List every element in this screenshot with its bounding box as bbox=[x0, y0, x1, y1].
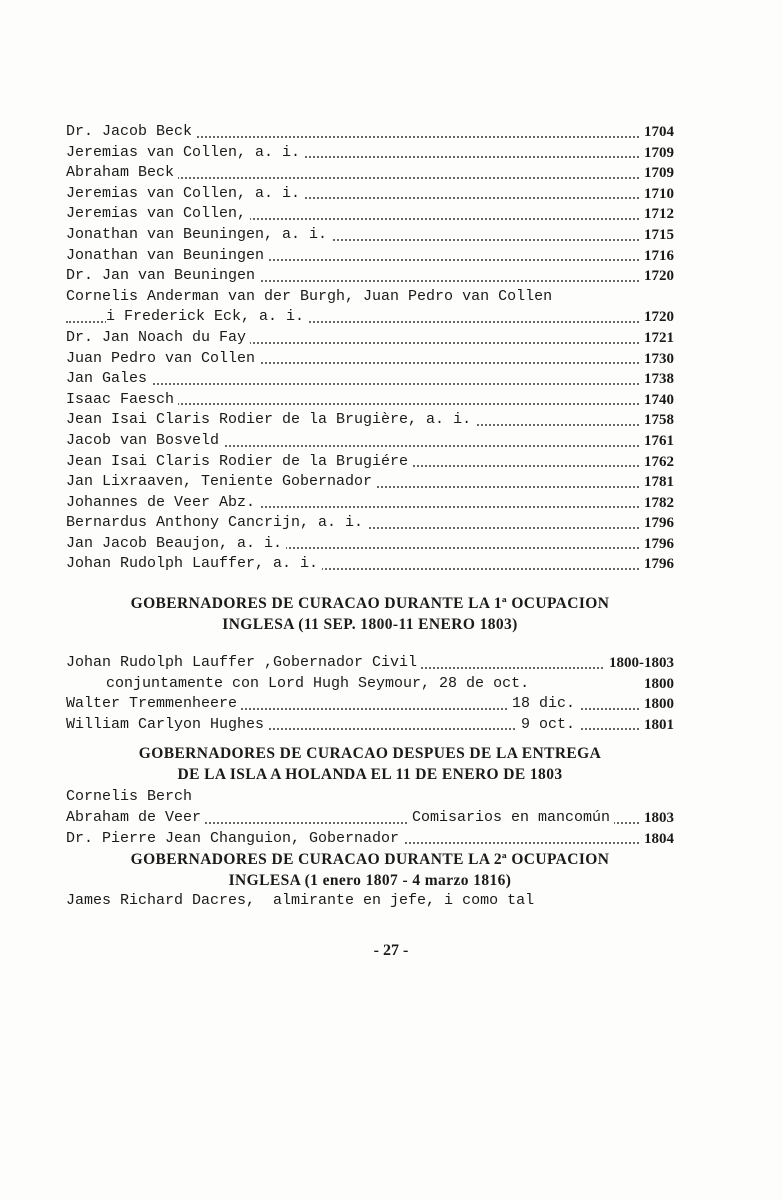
section-heading-second-occupation bbox=[66, 849, 674, 891]
list-item: Jean Isai Claris Rodier de la Brugiére 1762 bbox=[66, 452, 674, 473]
list-item: Johan Rudolph Lauffer, a. i. 1796 bbox=[66, 554, 674, 575]
list-item: Jan Lixraaven, Teniente Gobernador 1781 bbox=[66, 472, 674, 493]
document-page bbox=[66, 122, 674, 912]
list-item: Dr. Pierre Jean Changuion, Gobernador 1804 bbox=[66, 829, 674, 850]
heading-line: GOBERNADORES DE CURACAO DESPUES DE LA ENTREGA bbox=[138, 745, 602, 763]
list-item: James Richard Dacres, almirante en jefe, i como tal bbox=[66, 891, 674, 912]
list-item: Jeremias van Collen, a. i. 1709 bbox=[66, 143, 674, 164]
list-item: i Frederick Eck, a. i. 1720 bbox=[66, 307, 674, 328]
list-item: Abraham Beck 1709 bbox=[66, 163, 674, 184]
list-item: Johan Rudolph Lauffer ,Gobernador Civil 1800-1803 bbox=[66, 653, 674, 674]
list-item: Jan Gales 1738 bbox=[66, 369, 674, 390]
list-item: Jacob van Bosveld 1761 bbox=[66, 431, 674, 452]
heading-line: GOBERNADORES DE CURACAO DURANTE LA 2ª OCUPACION bbox=[130, 851, 610, 869]
list-item: Cornelis Anderman van der Burgh, Juan Pedro van Collen bbox=[66, 287, 674, 308]
governors-list bbox=[66, 122, 674, 575]
first-occupation-list bbox=[66, 653, 674, 735]
list-item: Johannes de Veer Abz. 1782 bbox=[66, 493, 674, 514]
list-item: Dr. Jan Noach du Fay 1721 bbox=[66, 328, 674, 349]
heading-line: GOBERNADORES DE CURACAO DURANTE LA 1ª OCUPACION bbox=[130, 595, 610, 613]
second-occupation-list bbox=[66, 891, 674, 912]
list-item: Juan Pedro van Collen 1730 bbox=[66, 349, 674, 370]
section-heading-after-handover bbox=[66, 743, 674, 785]
list-item: Jean Isai Claris Rodier de la Brugière, a. i. 1758 bbox=[66, 410, 674, 431]
list-item: Abraham de Veer Comisarios en mancomún 1803 bbox=[66, 808, 674, 829]
section-heading-first-occupation bbox=[66, 593, 674, 635]
list-item: Cornelis Berch bbox=[66, 787, 674, 808]
list-item: Dr. Jacob Beck 1704 bbox=[66, 122, 674, 143]
list-item: Walter Tremmenheere 18 dic. 1800 bbox=[66, 694, 674, 715]
list-item: Jonathan van Beuningen, a. i. 1715 bbox=[66, 225, 674, 246]
list-item: Isaac Faesch 1740 bbox=[66, 390, 674, 411]
list-item: Jeremias van Collen, 1712 bbox=[66, 204, 674, 225]
heading-line: INGLESA (11 SEP. 1800-11 ENERO 1803) bbox=[222, 616, 518, 634]
list-item: Jonathan van Beuningen 1716 bbox=[66, 246, 674, 267]
list-item: Jeremias van Collen, a. i. 1710 bbox=[66, 184, 674, 205]
heading-line: DE LA ISLA A HOLANDA EL 11 DE ENERO DE 1803 bbox=[177, 766, 563, 784]
list-item: William Carlyon Hughes 9 oct. 1801 bbox=[66, 715, 674, 736]
handover-list bbox=[66, 787, 674, 849]
list-item: Dr. Jan van Beuningen 1720 bbox=[66, 266, 674, 287]
list-item: Bernardus Anthony Cancrijn, a. i. 1796 bbox=[66, 513, 674, 534]
heading-line: INGLESA (1 enero 1807 - 4 marzo 1816) bbox=[228, 872, 512, 890]
list-item: Jan Jacob Beaujon, a. i. 1796 bbox=[66, 534, 674, 555]
page-number: - 27 - bbox=[373, 942, 409, 959]
list-item: conjuntamente con Lord Hugh Seymour, 28 de oct. 1800 bbox=[66, 674, 674, 695]
